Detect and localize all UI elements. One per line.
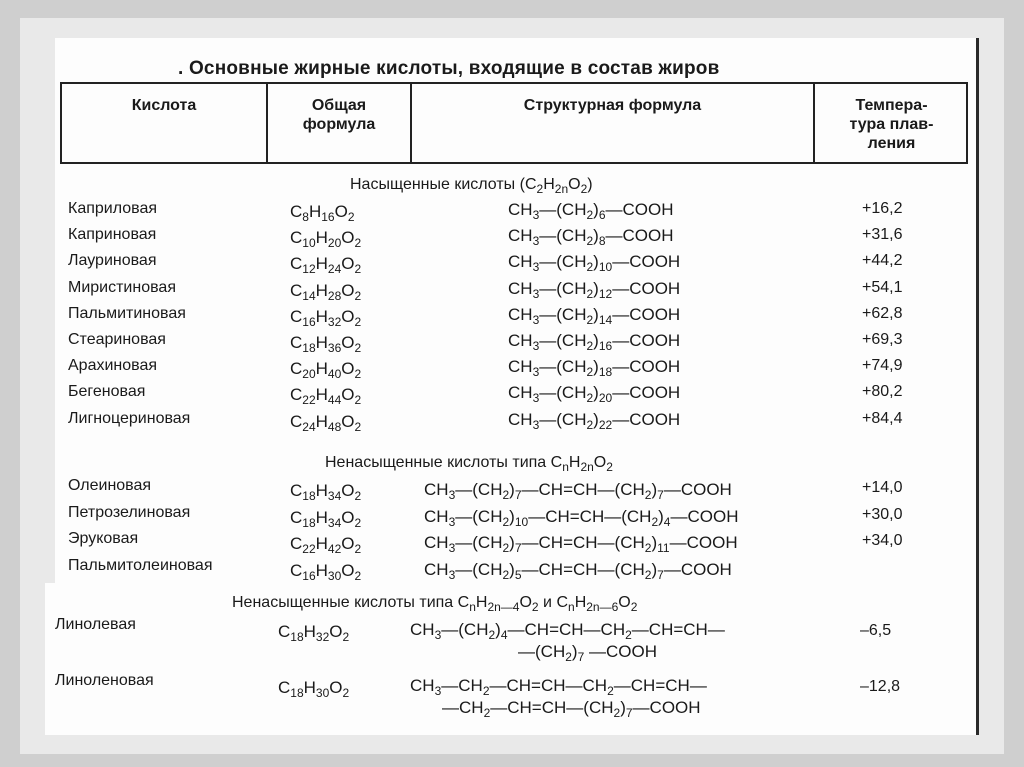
general-formula: $C_{18}H_{32}O_2$ xyxy=(278,622,350,644)
acid-name: Арахиновая xyxy=(68,357,158,375)
melting-temp: +31,6 xyxy=(862,226,903,244)
melting-temp: +74,9 xyxy=(862,357,903,375)
melting-temp: +44,2 xyxy=(862,252,903,270)
general-formula: $C_{20}H_{40}O_2$ xyxy=(290,359,362,382)
general-formula: $C_{10}H_{20}O_2$ xyxy=(290,228,362,251)
structural-formula: $CH_3—(CH_2)_4—CH=CH—CH_2—CH=CH—$ xyxy=(410,620,725,642)
section-polyunsaturated xyxy=(232,594,637,612)
header-general-line: Общая xyxy=(311,97,367,114)
general-formula: $C_{16}H_{32}O_2$ xyxy=(290,306,362,329)
structural-formula: $CH_3—(CH_2)_{22}—COOH$ xyxy=(508,409,681,432)
acid-name: Миристиновая xyxy=(68,278,176,296)
table-header xyxy=(60,82,968,164)
general-formula: $C_{22}H_{42}O_2$ xyxy=(290,534,362,556)
structural-formula: $CH_3—(CH_2)_{10}—CH=CH—(CH_2)_4—COOH$ xyxy=(424,506,739,529)
acid-name: Петрозелиновая xyxy=(68,503,191,521)
melting-temp: +54,1 xyxy=(862,278,903,296)
header-temp-line: Темпера- xyxy=(855,97,928,114)
general-formula: $C_{24}H_{48}O_2$ xyxy=(290,411,362,434)
section-label: Ненасыщенные кислоты типа $C_nH_{2n}O_2$ xyxy=(325,454,613,474)
general-formula: $C_{12}H_{24}O_2$ xyxy=(290,254,362,277)
header-structural-formula: Структурная формула xyxy=(523,97,702,114)
general-formula: $C_{18}H_{30}O_2$ xyxy=(278,678,350,700)
table-title: . Основные жирные кислоты, входящие в состав жиров xyxy=(178,58,720,79)
melting-temp: –6,5 xyxy=(860,622,892,639)
acid-name: Олеиновая xyxy=(68,477,152,494)
structural-formula: $CH_3—CH_2—CH=CH—CH_2—CH=CH—$ xyxy=(410,676,707,698)
acid-name: Линолевая xyxy=(55,616,136,633)
header-temp-line: ления xyxy=(867,135,916,152)
general-formula: $C_{14}H_{28}O_2$ xyxy=(290,280,362,303)
melting-temp: +69,3 xyxy=(862,331,903,348)
general-formula: $C_{16}H_{30}O_2$ xyxy=(290,560,362,583)
melting-temp: +62,8 xyxy=(862,304,903,322)
general-formula: $C_{18}H_{34}O_2$ xyxy=(290,507,362,530)
section-saturated xyxy=(350,176,593,194)
acid-name: Каприновая xyxy=(68,226,157,244)
melting-temp: +14,0 xyxy=(862,479,903,496)
acid-name: Стеариновая xyxy=(68,331,166,348)
structural-formula: $CH_3—(CH_2)_6—COOH$ xyxy=(508,200,674,222)
structural-formula: $CH_3—(CH_2)_5—CH=CH—(CH_2)_7—COOH$ xyxy=(424,559,732,582)
acid-name: Лигноцериновая xyxy=(68,409,191,427)
structural-formula: $CH_3—(CH_2)_{16}—COOH$ xyxy=(508,331,681,353)
structural-formula: $—(CH_2)_7$ —COOH xyxy=(518,642,657,664)
structural-formula: $CH_3—(CH_2)_{10}—COOH$ xyxy=(508,252,681,275)
section-unsaturated xyxy=(325,454,613,472)
header-general-line: формула xyxy=(302,116,376,133)
structural-formula: $CH_3—(CH_2)_{20}—COOH$ xyxy=(508,383,681,406)
melting-temp: +84,4 xyxy=(862,409,903,427)
melting-temp: –12,8 xyxy=(860,678,901,695)
structural-formula: $CH_3—(CH_2)_8—COOH$ xyxy=(508,226,674,249)
acid-name: Лауриновая xyxy=(68,252,157,270)
acid-name: Пальмитолеиновая xyxy=(68,556,213,574)
melting-temp: +80,2 xyxy=(862,383,903,401)
general-formula: $C_8H_{16}O_2$ xyxy=(290,202,355,224)
header-melting-temp xyxy=(815,96,968,153)
structural-formula: $CH_3—(CH_2)_{12}—COOH$ xyxy=(508,278,681,301)
header-temp-line: тура плав- xyxy=(849,116,934,133)
acid-name: Бегеновая xyxy=(68,383,146,401)
structural-formula: $CH_3—(CH_2)_7—CH=CH—(CH_2)_7—COOH$ xyxy=(424,480,732,502)
general-formula: $C_{22}H_{44}O_2$ xyxy=(290,385,362,408)
structural-formula: $CH_3—(CH_2)_{14}—COOH$ xyxy=(508,304,681,327)
structural-formula: $CH_3—(CH_2)_{18}—COOH$ xyxy=(508,357,681,380)
acid-name: Пальмитиновая xyxy=(68,304,186,322)
general-formula: $C_{18}H_{34}O_2$ xyxy=(290,481,362,503)
general-formula: $C_{18}H_{36}O_2$ xyxy=(290,333,362,355)
structural-formula: $CH_3—(CH_2)_7—CH=CH—(CH_2)_{11}—COOH$ xyxy=(424,533,738,555)
structural-formula: $—CH_2—CH=CH—(CH_2)_7—COOH$ xyxy=(442,698,701,720)
melting-temp: +16,2 xyxy=(862,200,903,217)
section-label: Ненасыщенные кислоты типа $C_nH_{2n—4}O_2$ и $C_nH_{2n—6}O_2$ xyxy=(232,594,638,614)
acid-name: Линоленовая xyxy=(55,672,154,689)
section-label: Насыщенные кислоты $(C_2H_{2n}O_2)$ xyxy=(350,176,593,196)
melting-temp: +34,0 xyxy=(862,532,903,549)
header-acid: Кислота xyxy=(131,97,197,114)
page-edge xyxy=(976,38,979,735)
header-general-formula xyxy=(268,96,410,134)
acid-name: Эруковая xyxy=(68,530,139,547)
melting-temp: +30,0 xyxy=(862,505,903,523)
acid-name: Каприловая xyxy=(68,200,158,217)
